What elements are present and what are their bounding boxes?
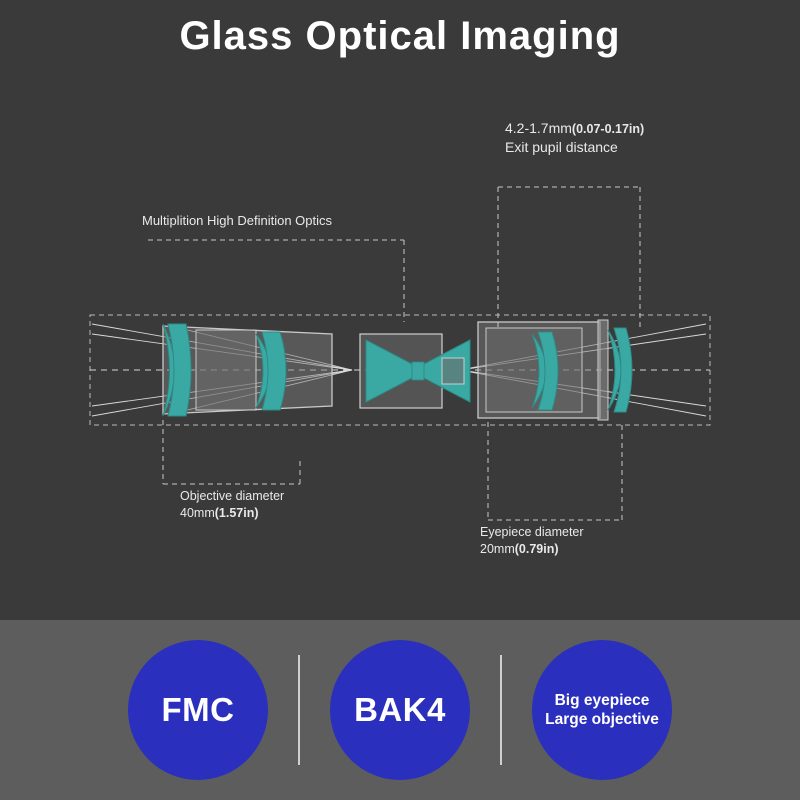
feature-badge-list (0, 620, 800, 800)
exit-pupil-caption: Exit pupil distance (505, 138, 618, 155)
badge-fmc (128, 640, 268, 780)
badge-bak4 (330, 640, 470, 780)
badge-cell-fmc (98, 620, 298, 800)
badge-big-eyepiece-line2: Large objective (545, 711, 659, 728)
eyepiece-callout-lines (488, 422, 622, 520)
badge-bak4-label: BAK4 (354, 691, 446, 728)
eyecup-ring (598, 320, 608, 420)
badge-big-eyepiece (532, 640, 672, 780)
badge-fmc-label: FMC (161, 691, 235, 728)
page-title: Glass Optical Imaging (179, 14, 621, 58)
badge-big-eyepiece-label (545, 691, 659, 730)
eyepiece-value-inches: (0.79in) (514, 541, 559, 556)
erector-collar (442, 358, 464, 384)
exit-pupil-callout-lines (498, 187, 640, 330)
eyepiece-diameter-callout (480, 524, 584, 558)
title-bar (0, 0, 800, 72)
objective-inner-housing (196, 330, 256, 410)
eyepiece-value: 20mm (480, 541, 515, 556)
erector-waist (412, 362, 424, 380)
multiplier-callout-lines (148, 240, 404, 322)
objective-value-inches: (1.57in) (214, 505, 259, 520)
objective-callout-lines (163, 420, 300, 484)
optical-diagram-svg (0, 72, 800, 620)
objective-diameter-callout (180, 488, 284, 522)
badge-cell-bak4 (300, 620, 500, 800)
objective-value: 40mm (180, 505, 215, 520)
exit-pupil-callout (505, 119, 644, 157)
objective-caption: Objective diameter (180, 489, 285, 503)
badge-cell-eyepiece (502, 620, 702, 800)
feature-badge-band (0, 620, 800, 800)
multiplier-optics-label: Multiplition High Definition Optics (142, 213, 333, 228)
exit-pupil-value: 4.2-1.7mm (505, 120, 572, 136)
badge-big-eyepiece-line1: Big eyepiece (554, 691, 650, 709)
exit-pupil-value-inches: (0.07-0.17in) (571, 122, 645, 136)
eyepiece-caption: Eyepiece diameter (480, 525, 584, 539)
optical-diagram (0, 72, 800, 620)
